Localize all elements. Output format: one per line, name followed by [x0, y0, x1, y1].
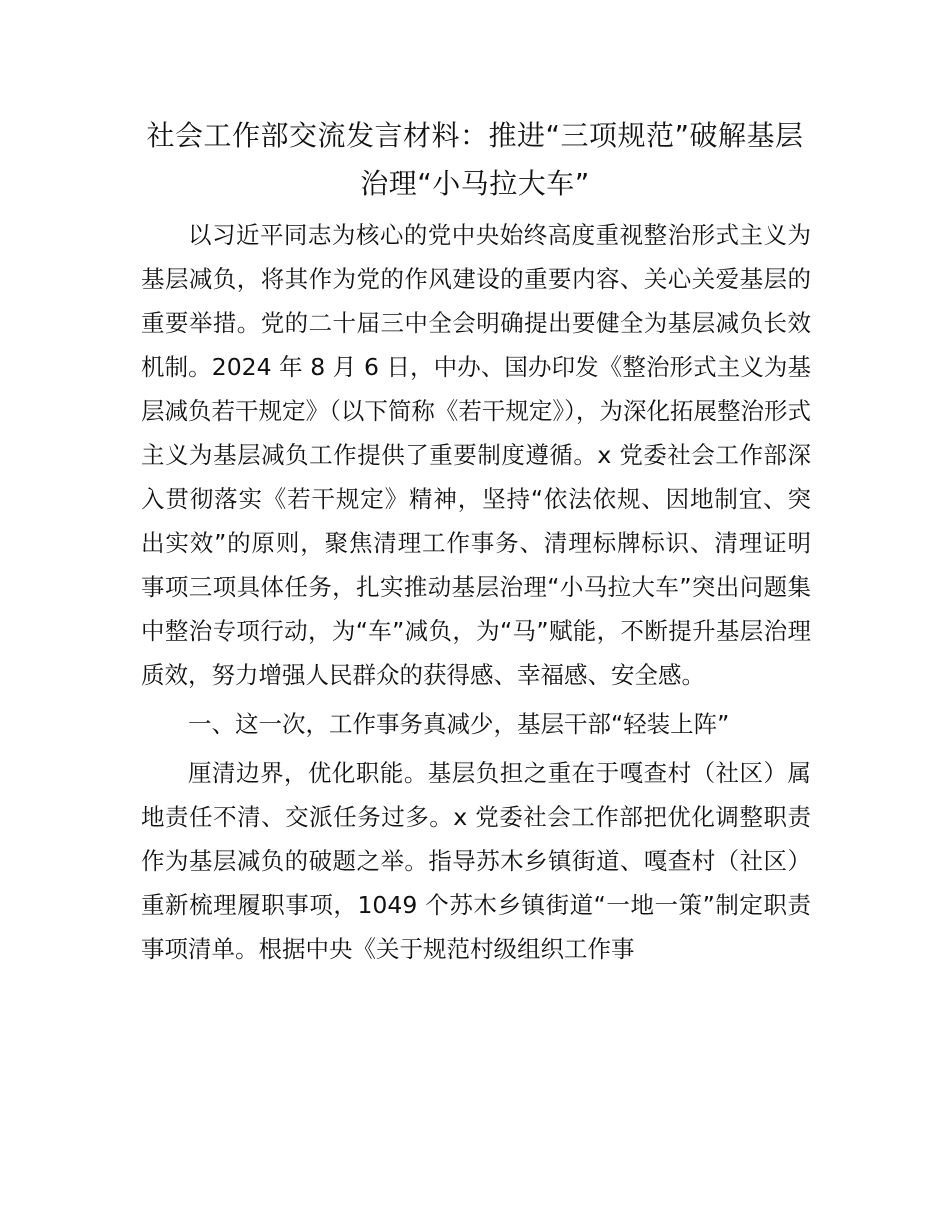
section-heading: 一、这一次，工作事务真减少，基层干部“轻装上阵” — [188, 710, 730, 738]
section-paragraph: 厘清边界，优化职能。基层负担之重在于嘎查村（社区）属地责任不清、交派任务过多。x 党委社会工作部把优化调整职责作为基层减负的破题之举。指导苏木乡镇街道、嘎查村（社区）重新梳理履职事项，1049 个苏木乡镇街道“一地一策”制定职责事项清单。根据中央《关于规范村级组织工作事 — [141, 759, 811, 963]
intro-paragraph: 以习近平同志为核心的党中央始终高度重视整治形式主义为基层减负，将其作为党的作风建设的重要内容、关心关爱基层的重要举措。党的二十届三中全会明确提出要健全为基层减负长效机制。2024 年 8 月 6 日，中办、国办印发《整治形式主义为基层减负若干规定》（以下简称《若干规定》），为深化拓展整治形式主义为基层减负工作提供了重要制度遵循。x 党委社会工作部深入贯彻落实《若干规定》精神，坚持“依法依规、因地制宜、突出实效”的原则，聚焦清理工作事务、清理标牌标识、清理证明事项三项具体任务，扎实推动基层治理“小马拉大车”突出问题集中整治专项行动，为“车”减负，为“马”赋能，不断提升基层治理质效，努力增强人民群众的获得感、幸福感、安全感。 — [141, 221, 811, 689]
document-body — [141, 213, 811, 971]
document-title: 社会工作部交流发言材料：推进“三项规范”破解基层治理“小马拉大车” — [146, 119, 804, 200]
